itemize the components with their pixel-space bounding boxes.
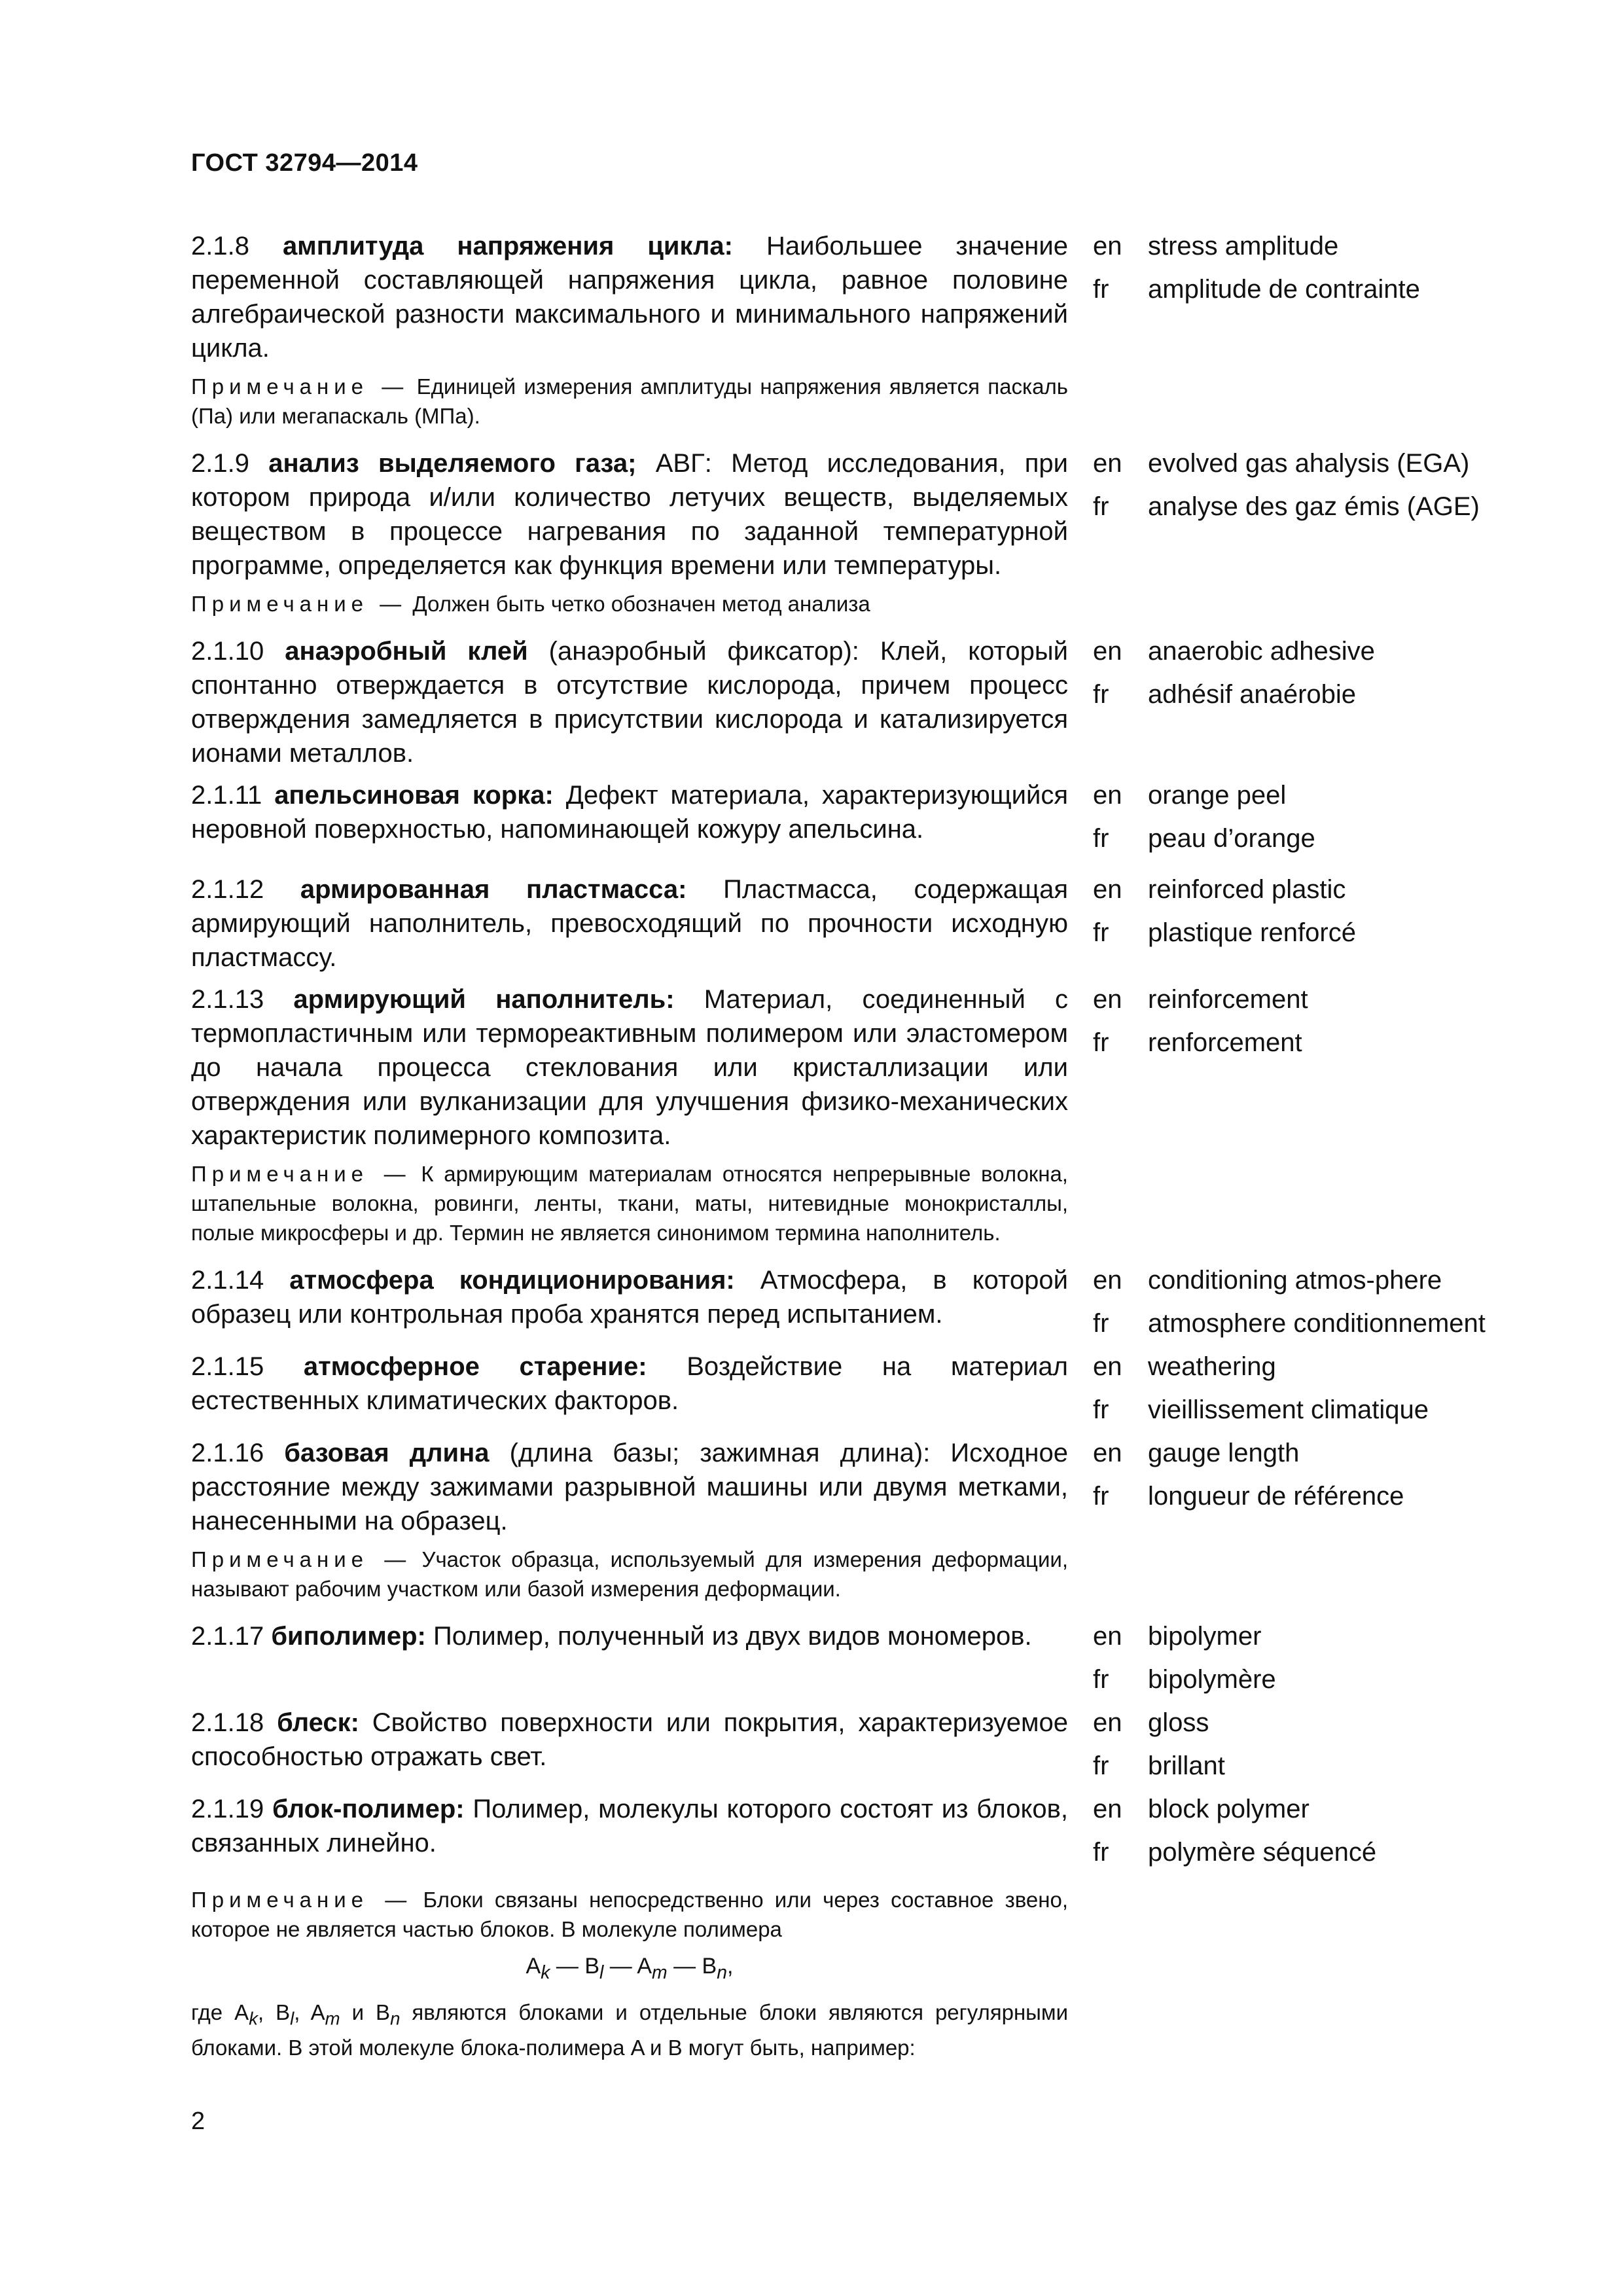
lang-fr: fr [1093, 824, 1109, 853]
term-name: анаэробный клей [285, 637, 528, 666]
definition-text: АВГ: Метод исследования, при котором природа и/или количество летучих веществ, выделяемых веществом в процессе нагревания по заданной температурной программе, определяется как функция времени или температуры. [191, 449, 1068, 580]
term-number: 2.1.11 [191, 781, 262, 810]
note [191, 1545, 1068, 1604]
term-definition [191, 982, 1068, 1153]
term-fr: amplitude de contrainte [1148, 275, 1420, 304]
lang-en: en [1093, 1622, 1122, 1651]
term-definition [191, 1436, 1068, 1538]
definition-text: Материал, соединенный с термопластичным или термореактивным полимером или эластомером до начала процесса стеклования или кристаллизации или отверждения или вулканизации для улучшения физико-механических характеристик полимерного композита. [191, 985, 1068, 1150]
lang-en: en [1093, 637, 1122, 666]
lang-en: en [1093, 781, 1122, 810]
lang-fr: fr [1093, 1395, 1109, 1424]
term-name: атмосферное старение: [303, 1352, 647, 1381]
note [191, 372, 1068, 431]
definition-text: (анаэробный фиксатор): Клей, который спонтанно отверждается в отсутствие кислорода, причем процесс отверждения замедляется в присутствии кислорода и катализируется ионами металлов. [191, 637, 1068, 768]
term-name: блок-полимер: [272, 1795, 465, 1823]
term-definition [191, 1706, 1068, 1774]
term-number: 2.1.12 [191, 875, 264, 904]
term-number: 2.1.10 [191, 637, 264, 666]
term-fr: atmosphere conditionnement [1148, 1309, 1486, 1338]
note-label: Примечание — [191, 1888, 412, 1912]
lang-en: en [1093, 449, 1122, 478]
definition-text: (длина базы; зажимная длина): Исходное расстояние между зажимами разрывной машины или двумя метками, нанесенными на образец. [191, 1439, 1068, 1535]
lang-fr: fr [1093, 680, 1109, 709]
definition-text: Наибольшее значение переменной составляющей напряжения цикла, равное половине алгебраической разности максимального и минимального напряжений цикла. [191, 232, 1068, 363]
note-label: Примечание — [191, 374, 409, 399]
term-en: block polymer [1148, 1795, 1310, 1823]
term-fr: plastique renforcé [1148, 918, 1356, 947]
definition-text: Воздействие на материал естественных климатических факторов. [191, 1352, 1068, 1415]
term-number: 2.1.13 [191, 985, 264, 1014]
term-name: атмосфера кондиционирования: [289, 1266, 735, 1295]
term-en: reinforcement [1148, 985, 1308, 1014]
term-name: биполимер: [271, 1622, 426, 1651]
lang-en: en [1093, 232, 1122, 260]
term-fr: adhésif anaérobie [1148, 680, 1357, 709]
note-text: Блоки связаны непосредственно или через составное звено, которое не является частью блоков. В молекуле полимера [191, 1888, 1068, 1941]
term-en: anaerobic adhesive [1148, 637, 1375, 666]
lang-en: en [1093, 1708, 1122, 1737]
term-definition [191, 1350, 1068, 1418]
term-number: 2.1.19 [191, 1795, 264, 1823]
term-definition [191, 1263, 1068, 1331]
term-fr: brillant [1148, 1751, 1225, 1780]
term-name: блеск: [277, 1708, 359, 1737]
term-definition [191, 634, 1068, 770]
term-entry [191, 1619, 1533, 1706]
term-fr: renforcement [1148, 1028, 1302, 1057]
term-entry [191, 1263, 1533, 1350]
term-entry [191, 1436, 1533, 1538]
block-polymer-formula: $A_k$ — $B_l$ — $A_m$ — $B_n$, [526, 1954, 734, 1983]
term-en: stress amplitude [1148, 232, 1339, 260]
term-entry [191, 778, 1533, 865]
term-number: 2.1.8 [191, 232, 249, 260]
term-definition [191, 446, 1068, 583]
term-number: 2.1.17 [191, 1622, 264, 1651]
term-fr: peau d’orange [1148, 824, 1315, 853]
term-entry [191, 446, 1533, 583]
term-entry [191, 982, 1533, 1153]
term-fr: analyse des gaz émis (AGE) [1148, 492, 1480, 521]
term-en: orange peel [1148, 781, 1287, 810]
definition-text: Дефект материала, характеризующийся неровной поверхностью, напоминающей кожуру апельсина. [191, 781, 1068, 844]
lang-fr: fr [1093, 918, 1109, 947]
lang-fr: fr [1093, 275, 1109, 304]
lang-en: en [1093, 1352, 1122, 1381]
note [191, 1159, 1068, 1247]
term-definition [191, 1619, 1068, 1653]
term-name: армированная пластмасса: [300, 875, 687, 904]
lang-en: en [1093, 1266, 1122, 1295]
term-name: апельсиновая корка: [274, 781, 554, 810]
document-header: ГОСТ 32794—2014 [191, 149, 418, 177]
term-number: 2.1.9 [191, 449, 249, 478]
note-continuation: где $A_k$, $B_l$, $A_m$ и $B_n$ являются блоками и отдельные блоки являются регулярными блоками. В этой молекуле блока-полимера A и B могут быть, например: [191, 2000, 1069, 2060]
definition-text: Свойство поверхности или покрытия, характеризуемое способностью отражать свет. [191, 1708, 1069, 1771]
lang-en: en [1093, 985, 1122, 1014]
term-entry [191, 1706, 1533, 1792]
lang-fr: fr [1093, 1028, 1109, 1057]
term-entry [191, 229, 1533, 365]
note-label: Примечание — [191, 592, 407, 616]
term-en: gauge length [1148, 1439, 1300, 1467]
terms-list [191, 229, 1533, 2078]
lang-fr: fr [1093, 1665, 1109, 1694]
note-text: Должен быть четко обозначен метод анализа [412, 592, 870, 616]
lang-fr: fr [1093, 492, 1109, 521]
term-definition [191, 778, 1068, 846]
term-fr: vieillissement climatique [1148, 1395, 1429, 1424]
definition-text: Пластмасса, содержащая армирующий наполнитель, превосходящий по прочности исходную пластмассу. [191, 875, 1068, 972]
term-fr: bipolymère [1148, 1665, 1276, 1694]
term-en: evolved gas ahalysis (EGA) [1148, 449, 1470, 478]
lang-fr: fr [1093, 1838, 1109, 1867]
note-label: Примечание — [191, 1162, 411, 1186]
term-number: 2.1.16 [191, 1439, 264, 1467]
lang-en: en [1093, 1795, 1122, 1823]
term-entry [191, 634, 1533, 770]
page-number: 2 [191, 2108, 205, 2135]
term-fr: longueur de référence [1148, 1482, 1404, 1511]
lang-en: en [1093, 1439, 1122, 1467]
term-definition [191, 229, 1068, 365]
term-en: bipolymer [1148, 1622, 1262, 1651]
term-number: 2.1.14 [191, 1266, 264, 1295]
term-en: reinforced plastic [1148, 875, 1346, 904]
term-number: 2.1.15 [191, 1352, 264, 1381]
note-text: К армирующим материалам относятся непрерывные волокна, штапельные волокна, ровинги, ленты, ткани, маты, нитевидные монокристаллы, полые микросферы и др. Термин не является синонимом термина наполнитель. [191, 1162, 1068, 1245]
lang-en: en [1093, 875, 1122, 904]
definition-text: Полимер, молекулы которого состоят из блоков, связанных линейно. [191, 1795, 1068, 1857]
term-definition [191, 1792, 1068, 1860]
lang-fr: fr [1093, 1309, 1109, 1338]
note [191, 1885, 1068, 1944]
note [191, 589, 1068, 619]
term-definition [191, 872, 1068, 975]
note-text: Единицей измерения амплитуды напряжения является паскаль (Па) или мегапаскаль (МПа). [191, 374, 1068, 428]
term-entry [191, 1350, 1533, 1436]
term-fr: polymère séquencé [1148, 1838, 1377, 1867]
term-en: gloss [1148, 1708, 1209, 1737]
term-entry [191, 1792, 1533, 1878]
definition-text: Полимер, полученный из двух видов мономеров. [425, 1622, 1032, 1651]
term-name: базовая длина [284, 1439, 490, 1467]
term-name: армирующий наполнитель: [293, 985, 675, 1014]
term-en: weathering [1148, 1352, 1276, 1381]
note-text: Участок образца, используемый для измерения деформации, называют рабочим участком или базой измерения деформации. [191, 1547, 1068, 1601]
term-name: амплитуда напряжения цикла: [282, 232, 733, 260]
term-entry [191, 872, 1533, 975]
lang-fr: fr [1093, 1482, 1109, 1511]
term-name: анализ выделяемого газа; [268, 449, 637, 478]
note-label: Примечание — [191, 1547, 412, 1571]
definition-text: Атмосфера, в которой образец или контрольная проба хранятся перед испытанием. [191, 1266, 1068, 1329]
lang-fr: fr [1093, 1751, 1109, 1780]
term-number: 2.1.18 [191, 1708, 264, 1737]
term-en: conditioning atmos-phere [1148, 1266, 1442, 1295]
